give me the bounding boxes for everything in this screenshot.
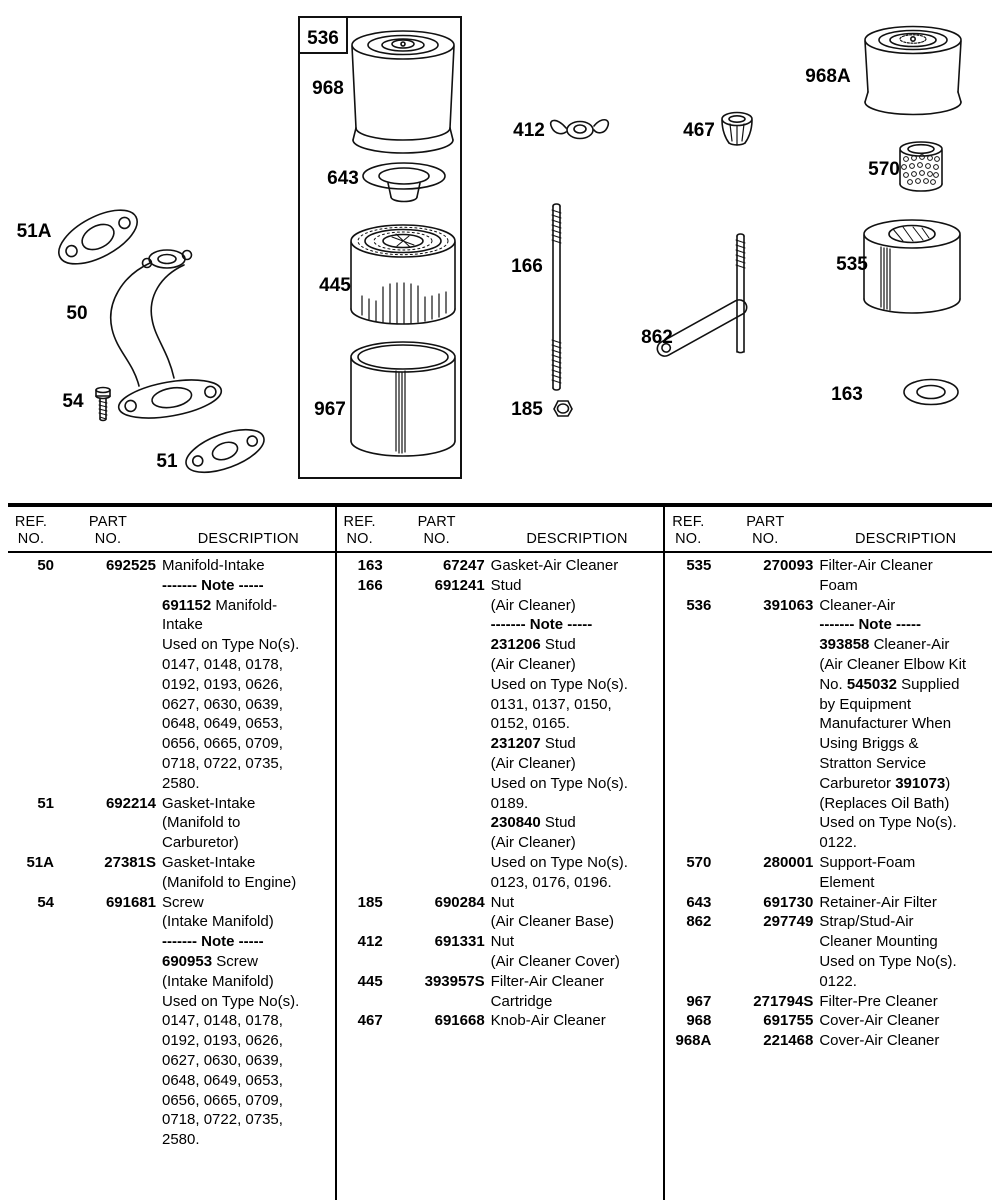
description-header: DESCRIPTION [855, 531, 957, 547]
description: Strap/Stud-Air Cleaner Mounting Used on Type No(s). 0122. [819, 913, 957, 990]
parts-entry [665, 596, 992, 853]
ref-no: 570 [686, 853, 712, 871]
support-foam-element-570-drawing [900, 142, 942, 191]
ref-no: 163 [357, 557, 383, 574]
parts-entry [665, 1031, 992, 1051]
part-no-header: PART NO. [88, 514, 128, 547]
label-968: 968 [312, 78, 344, 99]
part-no: 691241 [434, 576, 485, 594]
part-no: 280001 [763, 853, 814, 871]
ref-no: 54 [37, 893, 54, 911]
part-no: 27381S [104, 853, 156, 871]
label-163: 163 [831, 384, 863, 405]
description: Cover-Air Cleaner [819, 1012, 940, 1030]
part-no: 391063 [763, 596, 814, 614]
parts-entry [665, 992, 992, 1012]
ref-no-header: REF. NO. [14, 514, 48, 547]
label-51a: 51A [16, 221, 52, 242]
parts-entry [337, 972, 664, 1012]
ref-no: 968A [675, 1032, 712, 1050]
label-570: 570 [868, 159, 900, 180]
intake-manifold-50-drawing [111, 250, 224, 425]
parts-entry [8, 556, 335, 794]
parts-entry [8, 794, 335, 853]
parts-entries [337, 553, 664, 1031]
label-445: 445 [319, 275, 351, 296]
description: Nut (Air Cleaner Cover) [490, 933, 620, 970]
description: Cleaner-Air ------- Note ----- 393858 Cleaner-Air (Air Cleaner Elbow Kit No. 545032 Supplied by Equipment Manufacturer When Using Briggs & Stratton Service Carburetor 391073) (Replaces Oil Bath) Used on Type No(s). 0122. [819, 596, 967, 852]
ref-no: 412 [357, 933, 383, 951]
ref-no-header: REF. NO. [672, 514, 705, 547]
gasket-51a-drawing [51, 199, 146, 275]
part-no: 691331 [434, 933, 485, 951]
description: Filter-Air Cleaner Cartridge [490, 972, 605, 1010]
parts-entry [8, 893, 335, 1150]
label-968a: 968A [805, 66, 851, 87]
part-no: 221468 [763, 1032, 814, 1050]
description: Retainer-Air Filter [819, 893, 937, 911]
ref-no-header: REF. NO. [343, 514, 376, 547]
label-185: 185 [511, 399, 543, 420]
part-no: 297749 [763, 913, 814, 931]
parts-list-table [8, 503, 992, 1200]
label-862: 862 [641, 327, 673, 348]
description: Filter-Pre Cleaner [819, 992, 938, 1010]
exploded-parts-diagram [0, 0, 1000, 503]
ref-no: 51A [26, 853, 54, 871]
filter-cartridge-445-drawing [351, 225, 455, 324]
part-no: 692214 [105, 794, 156, 812]
part-no: 270093 [763, 557, 814, 574]
ref-no: 185 [357, 893, 383, 911]
air-cleaner-cover-968a-drawing [865, 27, 961, 115]
parts-entry [337, 1011, 664, 1031]
label-54: 54 [62, 391, 84, 412]
screw-54-drawing [96, 388, 110, 421]
column-header [665, 507, 992, 553]
ref-no: 51 [37, 794, 54, 812]
ref-no: 445 [357, 972, 383, 990]
description-header: DESCRIPTION [197, 531, 299, 547]
label-643: 643 [327, 168, 359, 189]
description: Nut (Air Cleaner Base) [490, 893, 615, 931]
ref-no: 467 [357, 1012, 383, 1030]
parts-entries [665, 553, 992, 1051]
parts-column-2 [335, 507, 664, 1200]
pre-cleaner-967-drawing [351, 342, 455, 456]
description: Stud (Air Cleaner) ------- Note ----- 231206 Stud (Air Cleaner) Used on Type No(s). 0131, 0137, 0150, 0152, 0165. 231207 Stud (Air Cleaner) Used on Type No(s). 0189. 230840 Stud (Air Cleaner) Used on Type No(s). 0123, 0176, 0196. [490, 576, 628, 891]
parts-entry [8, 853, 335, 893]
label-51: 51 [156, 451, 178, 472]
column-header [337, 507, 664, 553]
parts-entry [337, 932, 664, 972]
part-no: 691681 [105, 893, 156, 911]
part-no-header: PART NO. [746, 514, 785, 547]
parts-entry [665, 912, 992, 991]
description: Gasket-Air Cleaner [490, 557, 619, 574]
ref-no: 862 [686, 913, 712, 931]
parts-entry [337, 893, 664, 933]
part-no: 691730 [763, 893, 814, 911]
description: Manifold-Intake ------- Note ----- 691152 Manifold- Intake Used on Type No(s). 0147, 0148, 0178, 0192, 0193, 0626, 0627, 0630, 0639, 0648, 0649, 0653, 0656, 0665, 0709, 0718, 0722, 0735, 2580. [162, 557, 300, 792]
ref-no: 643 [686, 893, 712, 911]
description: Support-Foam Element [819, 853, 916, 891]
label-50: 50 [66, 303, 88, 324]
gasket-163-drawing [904, 380, 958, 405]
parts-entry [665, 893, 992, 913]
description: Gasket-Intake (Manifold to Engine) [162, 853, 297, 891]
description: Filter-Air Cleaner Foam [819, 557, 933, 594]
part-no: 691668 [434, 1012, 485, 1030]
column-header [8, 507, 335, 553]
gasket-51-drawing [181, 421, 270, 481]
label-535: 535 [836, 254, 868, 275]
stud-166-drawing [552, 204, 561, 390]
ref-no: 166 [357, 576, 383, 594]
wing-nut-412-drawing [551, 120, 609, 139]
air-cleaner-cover-968-drawing [352, 31, 454, 153]
part-no: 691755 [763, 1012, 814, 1030]
description: Knob-Air Cleaner [490, 1012, 606, 1030]
retainer-643-drawing [363, 163, 445, 202]
description: Cover-Air Cleaner [819, 1032, 940, 1050]
ref-no: 50 [37, 557, 54, 574]
ref-no: 967 [686, 992, 712, 1010]
knob-467-drawing [722, 113, 752, 146]
description: Gasket-Intake (Manifold to Carburetor) [162, 794, 256, 852]
label-536: 536 [307, 28, 339, 49]
ref-no: 536 [686, 596, 712, 614]
ref-no: 535 [686, 557, 712, 574]
label-967: 967 [314, 399, 346, 420]
part-no: 67247 [442, 557, 485, 574]
part-no-header: PART NO. [417, 514, 456, 547]
description: Screw (Intake Manifold) ------- Note ----- 690953 Screw (Intake Manifold) Used on Type No(s). 0147, 0148, 0178, 0192, 0193, 0626, 0627, 0630, 0639, 0648, 0649, 0653, 0656, 0665, 0709, 0718, 0722, 0735, 2580. [162, 893, 300, 1149]
parts-entries [8, 553, 335, 1150]
description-header: DESCRIPTION [526, 531, 628, 547]
parts-entry [665, 1011, 992, 1031]
ref-no: 968 [686, 1012, 712, 1030]
foam-filter-535-drawing [864, 220, 960, 313]
parts-entry [665, 556, 992, 596]
label-166: 166 [511, 256, 543, 277]
label-412: 412 [513, 120, 545, 141]
part-no: 271794S [753, 992, 814, 1010]
label-467: 467 [683, 120, 715, 141]
part-no: 692525 [105, 557, 156, 574]
nut-185-drawing [554, 401, 572, 416]
parts-column-1 [8, 507, 335, 1200]
parts-entry [665, 853, 992, 893]
parts-entry [337, 556, 664, 576]
parts-column-3 [663, 507, 992, 1200]
part-no: 690284 [434, 893, 485, 911]
parts-entry [337, 576, 664, 893]
part-no: 393957S [424, 972, 485, 990]
